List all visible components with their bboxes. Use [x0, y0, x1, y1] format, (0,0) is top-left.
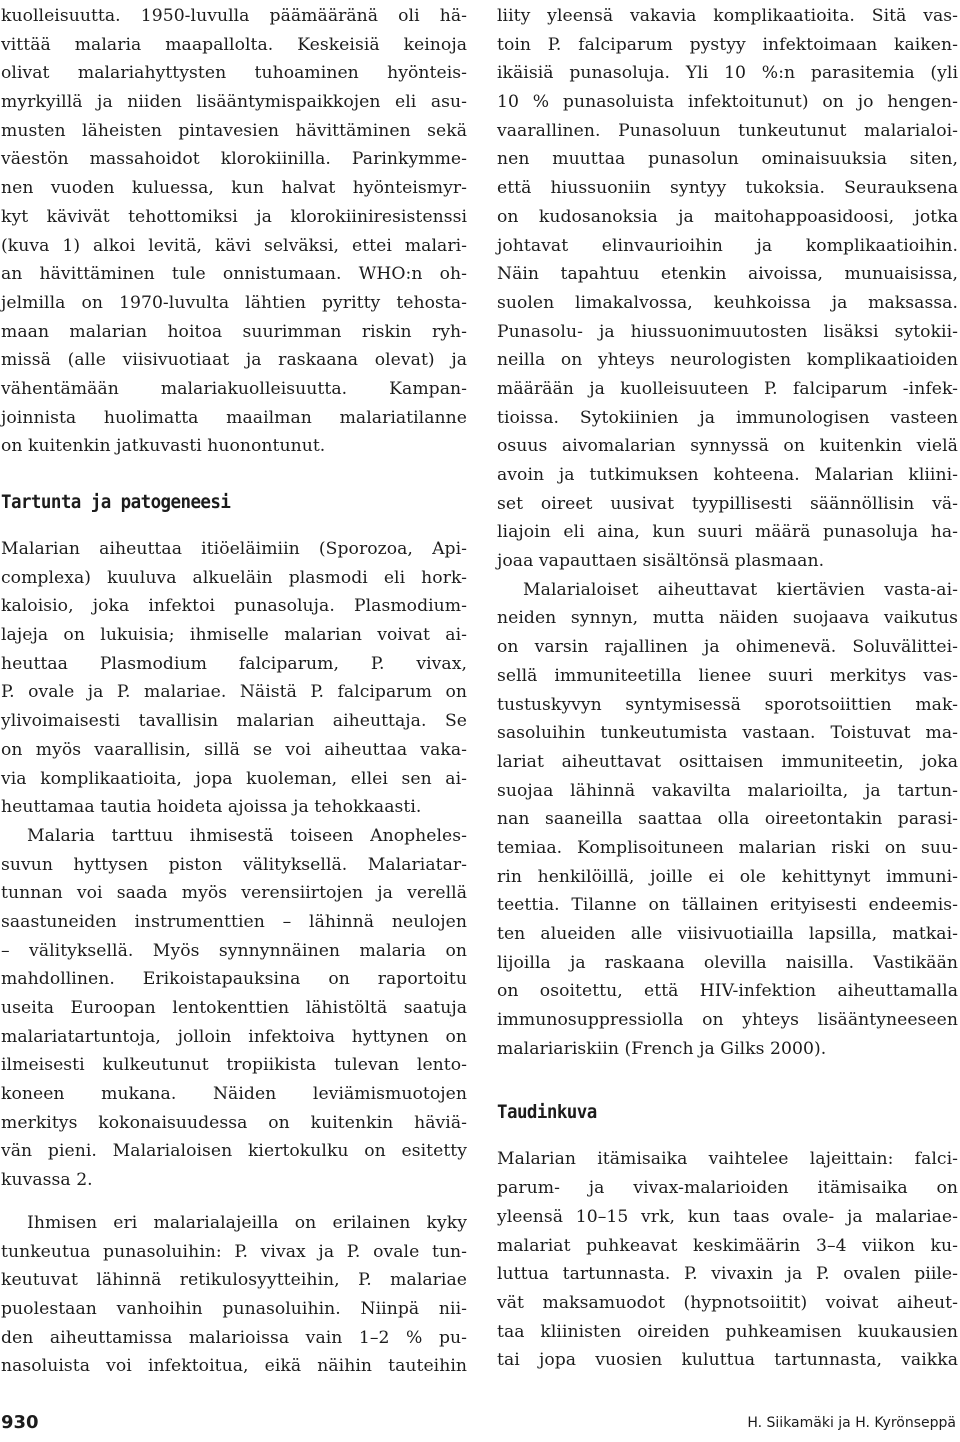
text-line: joaa vapauttaen sisältönsä plasmaan. [497, 551, 825, 572]
text-line: kuolleisuutta. 1950-luvulla päämääränä oli hä- [1, 6, 467, 26]
text-line: heuttamaa tautia hoideta ajoissa ja tehokkaasti. [1, 797, 422, 818]
text-line: Ihmisen eri malarialajeilla on erilainen kyky [27, 1212, 467, 1233]
right-column [497, 2, 958, 1375]
text-line: luttua tartunnasta. P. vivaxin ja P. ovalen piile- [497, 1264, 958, 1285]
paragraph-gap [1, 1195, 467, 1209]
text-line: keutuvat lähinnä retikulosyytteihin, P. malariae [1, 1270, 467, 1291]
text-line: – välityksellä. Myös synnynnäinen malaria on [1, 940, 467, 961]
text-line: sasoluihin tunkeutumista vastaan. Toistuvat ma- [497, 723, 958, 744]
paragraph [497, 576, 958, 1064]
text-line: suojaa lähinnä vakavilta malarioilta, ja tartun- [497, 780, 958, 801]
text-line: kyt kävivät tehottomiksi ja klorokiiniresistenssi [1, 206, 467, 227]
text-line: yleensä 10–15 vrk, kun taas ovale- ja malariae- [497, 1206, 958, 1227]
text-line: liajoin eli aina, kun suuri määrä punasoluja ha- [497, 522, 958, 543]
text-line: taa kliinisten oireiden puhkeamisen kuukausien [497, 1321, 958, 1342]
text-line: den aiheuttamissa malarioissa vain 1–2 % pu- [1, 1327, 467, 1348]
text-line: on varsin rajallinen ja ohimenevä. Soluvälittei- [497, 637, 958, 658]
text-line: Malarian aiheuttaa itiöeläimiin (Sporozoa, Api- [1, 539, 467, 559]
paragraph [497, 2, 958, 576]
text-line: vän pieni. Malarialoisen kiertokulku on esitetty [1, 1141, 467, 1162]
section-heading: Tartunta ja patogeneesi [1, 491, 231, 513]
text-line: Näin tapahtuu etenkin aivoissa, munuaisissa, [497, 264, 958, 285]
text-line: sellä immuniteetilla lienee suuri merkitys vas- [497, 665, 958, 686]
text-line: Punasolu- ja hiussuonimuutosten lisäksi sytokii- [497, 321, 958, 342]
text-line: temiaa. Komplisoituneen malarian riski on suu- [497, 837, 958, 858]
text-line: jelmilla on 1970-luvulta lähtien pyritty tehosta- [1, 292, 467, 313]
text-line: neilla on yhteys neurologisten komplikaatioiden [497, 350, 958, 371]
text-line: lijoilla ja raskaana olevilla naisilla. Vastikään [497, 952, 958, 973]
text-line: on kudosanoksia ja maitohappoasidoosi, jotka [497, 206, 958, 227]
author-credit: H. Siikamäki ja H. Kyrönseppä [747, 1415, 956, 1431]
text-line: set oireet uusivat tyypillisesti säännöllisin vä- [497, 493, 958, 514]
paragraph [1, 1209, 467, 1381]
text-line: via komplikaatioita, jopa kuoleman, ellei sen ai- [1, 768, 467, 789]
text-line: tai jopa vuosien kuluttua tartunnasta, vaikka [497, 1350, 958, 1371]
paragraph [1, 535, 467, 822]
text-line: Malarialoiset aiheuttavat kiertävien vasta-ai- [523, 579, 958, 600]
text-line: missä (alle viisivuotiaat ja raskaana olevat) ja [1, 350, 467, 371]
text-line: mahdollinen. Erikoistapauksina on raportoitu [1, 969, 467, 990]
text-line: teettia. Tilanne on tällainen erityisesti endeemis- [497, 895, 958, 916]
text-line: johtavat elinvaurioihin ja komplikaatioihin. [497, 235, 958, 256]
text-line: on osoitettu, että HIV-infektion aiheuttamalla [497, 981, 958, 1002]
text-line: suvun hyttysen piston välityksellä. Malariatar- [1, 854, 467, 875]
text-line: Malaria tarttuu ihmisestä toiseen Anopheles- [27, 825, 467, 846]
text-line: heuttaa Plasmodium falciparum, P. vivax, [1, 653, 467, 674]
text-line: että hiussuoniin syntyy tukoksia. Seurauksena [497, 178, 958, 199]
text-line: on kuitenkin jatkuvasti huonontunut. [1, 436, 326, 457]
text-line: malariatartuntoja, jolloin infektoiva hyttynen on [1, 1026, 467, 1047]
text-line: lariat aiheuttavat osittaisen immuniteetin, joka [497, 751, 958, 772]
text-line: kaloisio, joka infektoi punasoluja. Plasmodium- [1, 596, 467, 617]
text-line: (kuva 1) alkoi levitä, kävi selväksi, ettei malari- [1, 235, 467, 256]
text-line: liity yleensä vakavia komplikaatioita. Sitä vas- [497, 6, 958, 26]
text-line: complexa) kuuluva alkueläin plasmodi eli hork- [1, 567, 467, 588]
text-line: nen vuoden kuluessa, kun halvat hyönteismyr- [1, 178, 467, 199]
text-line: useita Euroopan lentokenttien lähistöltä saatuja [1, 998, 467, 1018]
text-line: malariat puhkeavat keskimäärin 3–4 viikon ku- [497, 1235, 958, 1256]
text-line: Malarian itämisaika vaihtelee lajeittain: falci- [497, 1149, 958, 1170]
text-line: tunnan voi saada myös verensiirtojen ja verellä [1, 883, 467, 904]
text-line: ikäisiä punasoluja. Yli 10 %:n parasitemia (yli [497, 63, 958, 84]
page-number: 930 [1, 1412, 39, 1433]
text-line: immunosuppressiolla on yhteys lisääntyneeseen [497, 1010, 958, 1031]
text-line: merkitys kokonaisuudessa on kuitenkin häviä- [1, 1112, 467, 1133]
text-line: olivat malariahyttysten tuhoaminen hyönteis- [1, 63, 467, 84]
text-line: tioissa. Sytokiinien ja immunologisen vasteen [497, 407, 958, 428]
text-line: suolen limakalvossa, keuhkoissa ja maksassa. [497, 292, 958, 313]
text-line: vähentämään malariakuolleisuutta. Kampan- [1, 378, 467, 399]
text-line: saastuneiden instrumenttien – lähinnä neulojen [1, 911, 467, 932]
text-line: 10 % punasoluista infektoitunut) on jo hengen- [497, 92, 958, 113]
text-line: kuvassa 2. [1, 1170, 93, 1191]
section-heading: Taudinkuva [497, 1101, 597, 1124]
text-line: joinnista huolimatta maailman malariatilanne [1, 407, 467, 428]
text-line: nasoluista voi infektoitua, eikä näihin tauteihin [1, 1356, 467, 1377]
text-line: osuus aivomalarian synnyssä on kuitenkin vielä [497, 436, 958, 457]
text-line: avoin ja tutkimuksen kohteena. Malarian kliini- [497, 465, 958, 485]
text-line: määrään ja kuolleisuuteen P. falciparum -infek- [497, 378, 958, 399]
text-line: vät maksamuodot (hypnotsoiitit) voivat aiheut- [497, 1292, 958, 1313]
text-line: lajeja on lukuisia; ihmiselle malarian voivat ai- [1, 625, 467, 646]
paragraph [1, 2, 467, 461]
left-column [1, 2, 467, 1381]
text-line: on myös vaarallisin, sillä se voi aiheuttaa vaka- [1, 739, 467, 760]
text-line: vittää malaria maapallolta. Keskeisiä keinoja [1, 34, 467, 55]
text-line: P. ovale ja P. malariae. Näistä P. falciparum on [1, 682, 467, 703]
text-line: ylivoimaisesti tavallisin malarian aiheuttaja. Se [1, 711, 467, 732]
text-line: ilmeisesti kulkeutunut tropiikista tulevan lento- [1, 1055, 467, 1076]
text-line: toin P. falciparum pystyy infektoimaan kaiken- [497, 34, 958, 55]
text-line: ten alueiden alle viisivuotiailla lapsilla, matkai- [497, 924, 958, 944]
paragraph [497, 1145, 958, 1375]
text-line: tunkeutua punasoluihin: P. vivax ja P. ovale tun- [1, 1241, 467, 1262]
text-line: rin henkilöillä, joille ei ole kehittynyt immuni- [497, 866, 958, 887]
text-line: väestön massahoidot klorokiinilla. Parinkymme- [1, 149, 467, 170]
paragraph [1, 822, 467, 1195]
text-line: puolestaan vanhoihin punasoluihin. Niinpä nii- [1, 1298, 467, 1319]
text-line: parum- ja vivax-malarioiden itämisaika on [497, 1178, 958, 1199]
text-line: vaarallinen. Punasoluun tunkeutunut malarialoi- [497, 120, 958, 141]
text-line: nen muuttaa punasolun ominaisuuksia siten, [497, 149, 958, 170]
text-line: neiden synnyn, mutta näiden suojaava vaikutus [497, 608, 958, 629]
text-line: myrkyillä ja niiden lisääntymispaikkojen eli asu- [1, 92, 467, 113]
text-line: malariariskiin (French ja Gilks 2000). [497, 1038, 827, 1059]
text-line: an hävittäminen tule onnistumaan. WHO:n oh- [1, 264, 467, 285]
text-line: nan saaneilla saattaa olla oireetontakin parasi- [497, 809, 958, 830]
text-line: tustuskyvyn syntymisessä sporotsoiittien mak- [497, 694, 958, 715]
text-line: musten läheisten pintavesien hävittäminen sekä [1, 120, 467, 141]
text-line: koneen mukana. Näiden leviämismuotojen [1, 1084, 467, 1105]
text-line: maan malarian hoitoa suurimman riskin ryh- [1, 321, 467, 342]
